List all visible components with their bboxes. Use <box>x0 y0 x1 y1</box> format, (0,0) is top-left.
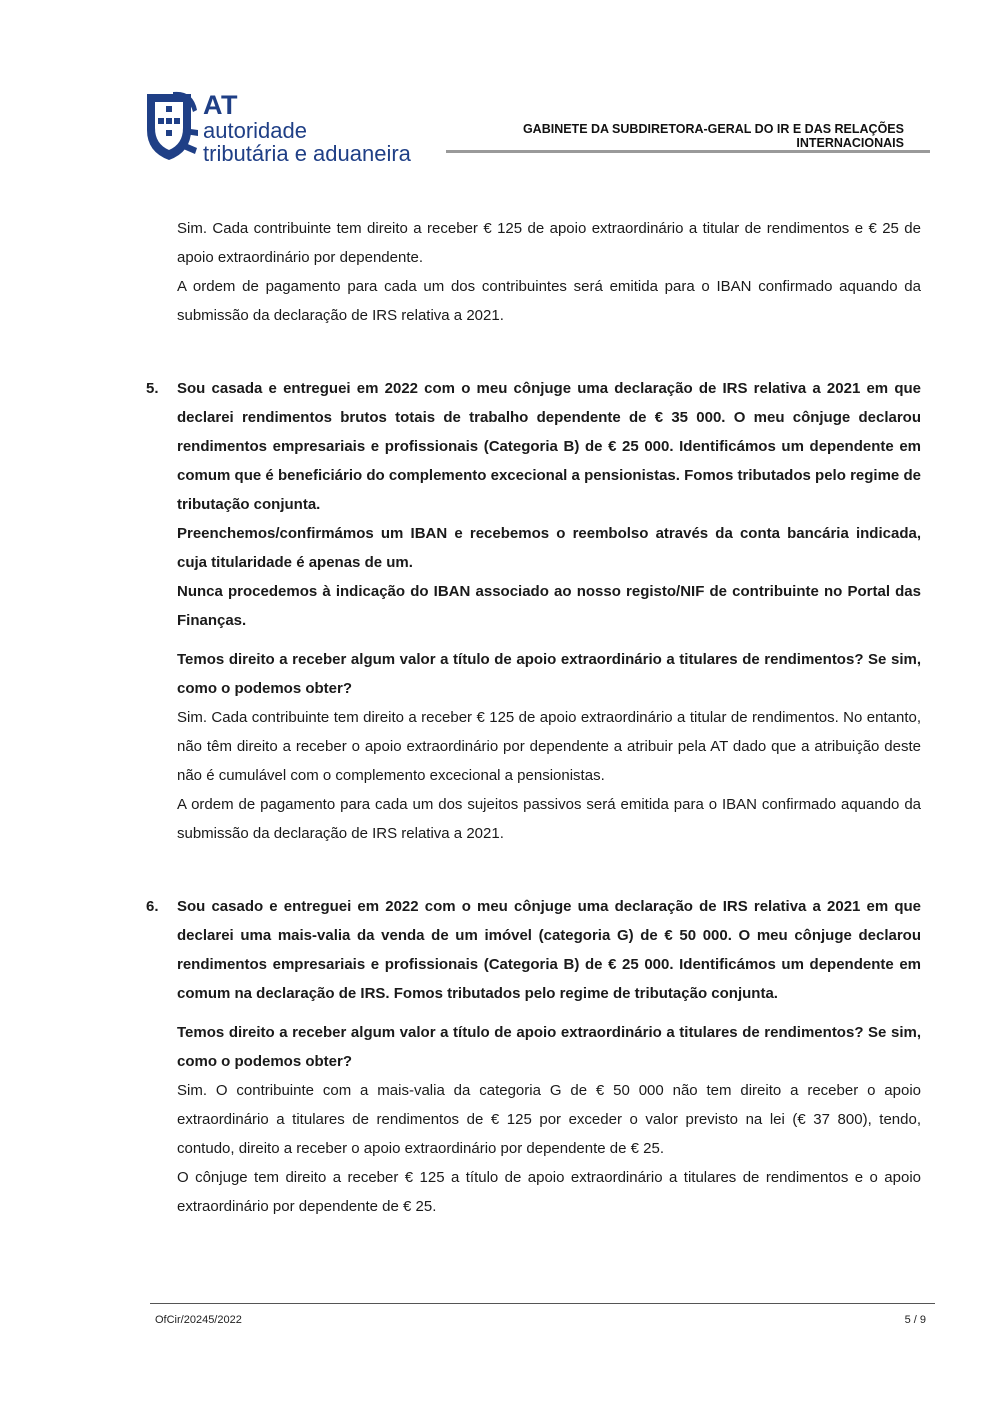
question-5-question: Temos direito a receber algum valor a título de apoio extraordinário a titulares de rendimentos? Se sim, como o podemos obter? <box>177 651 921 697</box>
logo-line-2: tributária e aduaneira <box>203 141 411 166</box>
question-6-answer-1: Sim. O contribuinte com a mais-valia da categoria G de € 50 000 não tem direito a receber o apoio extraordinário a titulares de rendimentos de € 125 por exceder o valor previsto na lei (€ 37 800), tendo, contudo, direito a receber o apoio extraordinário por dependente de € 25. <box>177 1082 921 1157</box>
header-rule <box>446 150 930 153</box>
question-6-answer-2: O cônjuge tem direito a receber € 125 a título de apoio extraordinário a titulares de rendimentos e o apoio extraordinário por dependente de € 25. <box>177 1169 921 1215</box>
question-5 <box>146 374 921 848</box>
question-5-number: 5. <box>146 380 159 397</box>
at-logo <box>143 88 443 168</box>
document-body <box>146 214 921 1221</box>
question-5-answer-2: A ordem de pagamento para cada um dos sujeitos passivos será emitida para o IBAN confirmado aquando da submissão da declaração de IRS relativa a 2021. <box>177 796 921 842</box>
question-5-statement-3: Nunca procedemos à indicação do IBAN associado ao nosso registo/NIF de contribuinte no Portal das Finanças. <box>177 583 921 629</box>
header-title-line-1: GABINETE DA SUBDIRETORA-GERAL DO IR E DAS RELAÇÕES <box>522 122 904 136</box>
question-6 <box>146 892 921 1221</box>
question-5-statement-2: Preenchemos/confirmámos um IBAN e recebemos o reembolso através da conta bancária indicada, cuja titularidade é apenas de um. <box>177 525 921 571</box>
logo-line-1: autoridade <box>203 118 307 143</box>
question-6-statement-1: Sou casado e entreguei em 2022 com o meu cônjuge uma declaração de IRS relativa a 2021 em que declarei uma mais-valia da venda de um imóvel (categoria G) de € 50 000. O meu cônjuge declarou rendimentos empresariais e profissionais (Categoria B) de € 25 000. Identificámos um dependente em comum na declaração de IRS. Fomos tributados pelo regime de tributação conjunta. <box>177 898 921 1002</box>
header-title <box>464 122 904 150</box>
footer-reference: OfCir/20245/2022 <box>155 1314 242 1326</box>
intro-paragraph-1: Sim. Cada contribuinte tem direito a receber € 125 de apoio extraordinário a titular de rendimentos e € 25 de apoio extraordinário por dependente. <box>177 220 921 266</box>
header-title-line-2: INTERNACIONAIS <box>796 136 904 150</box>
question-5-statement-1: Sou casada e entreguei em 2022 com o meu cônjuge uma declaração de IRS relativa a 2021 em que declarei rendimentos brutos totais de trabalho dependente de € 35 000. O meu cônjuge declarou rendimentos empresariais e profissionais (Categoria B) de € 25 000. Identificámos um dependente em comum que é beneficiário do complemento excecional a pensionistas. Fomos tributados pelo regime de tributação conjunta. <box>177 380 921 513</box>
logo-at-text: AT <box>203 90 238 120</box>
question-5-answer-1: Sim. Cada contribuinte tem direito a receber € 125 de apoio extraordinário a titular de rendimentos. No entanto, não têm direito a receber o apoio extraordinário por dependente a atribuir pela AT dado que a atribuição deste não é cumulável com o complemento excecional a pensionistas. <box>177 709 921 784</box>
footer-rule <box>150 1303 935 1304</box>
question-6-number: 6. <box>146 898 159 915</box>
intro-paragraph-2: A ordem de pagamento para cada um dos contribuintes será emitida para o IBAN confirmado aquando da submissão da declaração de IRS relativa a 2021. <box>177 278 921 324</box>
shield-emblem-icon <box>143 88 199 164</box>
question-6-question: Temos direito a receber algum valor a título de apoio extraordinário a titulares de rendimentos? Se sim, como o podemos obter? <box>177 1024 921 1070</box>
page-number: 5 / 9 <box>904 1314 926 1326</box>
